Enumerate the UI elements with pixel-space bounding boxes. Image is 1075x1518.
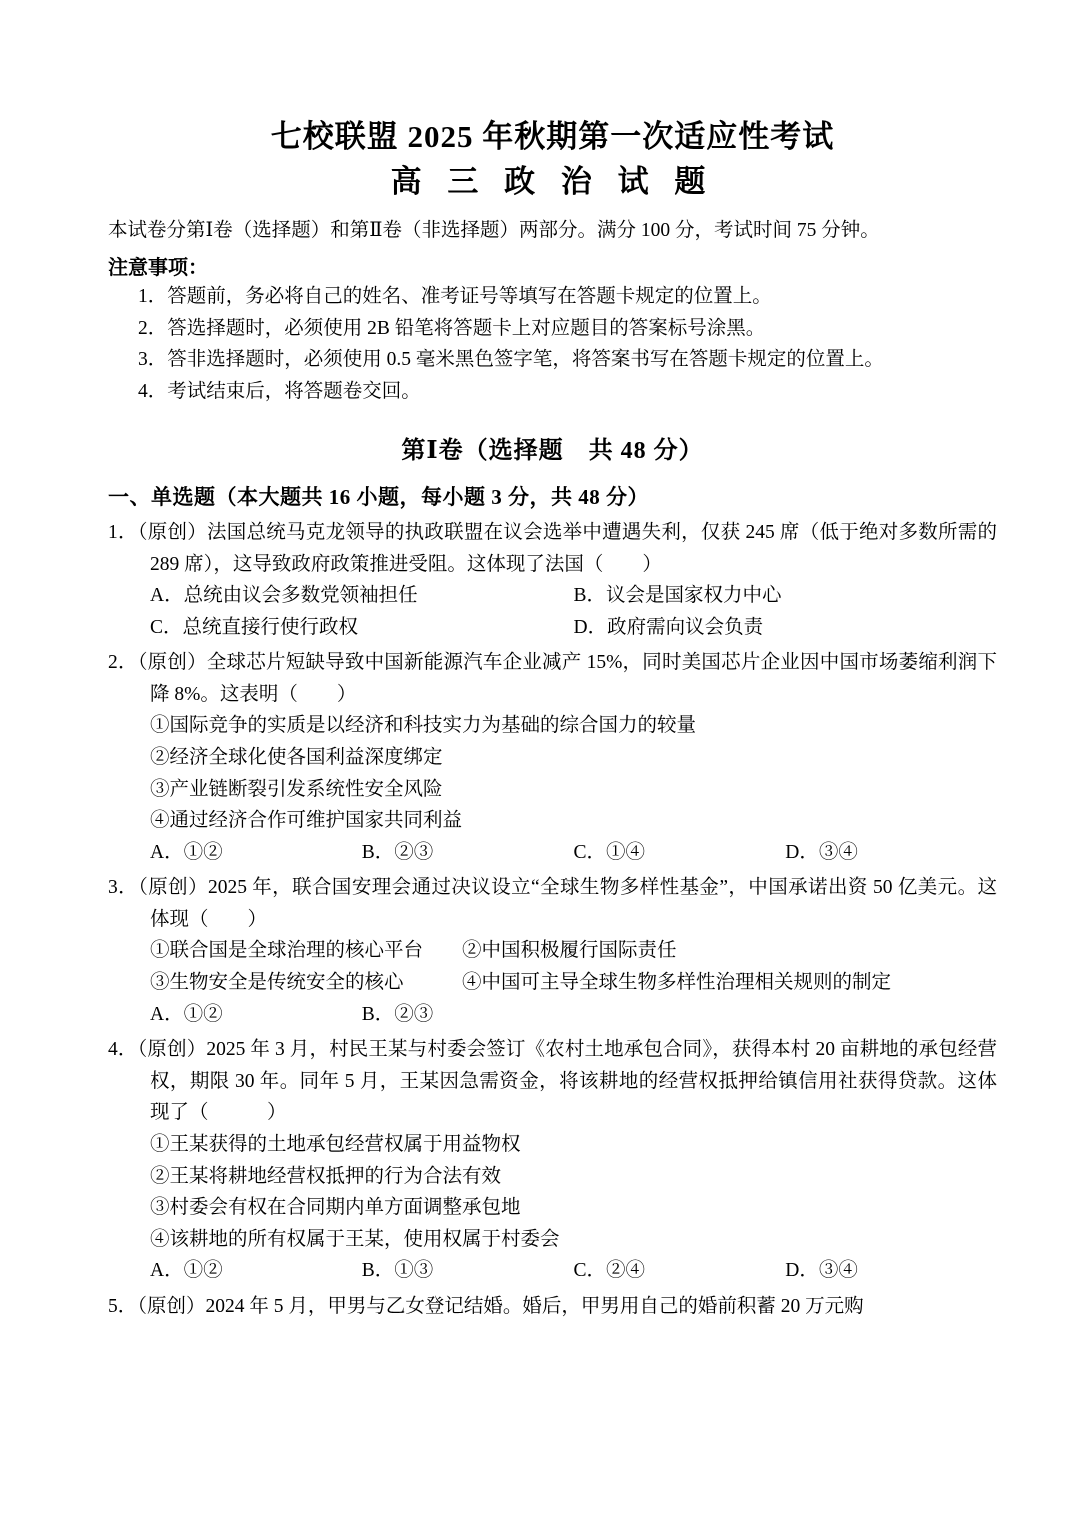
- option-a[interactable]: A．①②: [150, 1003, 223, 1025]
- question-stem: 2．（原创）全球芯片短缺导致中国新能源汽车企业减产 15%，同时美国芯片企业因中国市场萎缩利润下降 8%。这表明（ ）: [108, 652, 997, 705]
- question-sub-item: ③产业链断裂引发系统性安全风险: [150, 778, 443, 800]
- option-d[interactable]: D．③④: [785, 1260, 858, 1282]
- option-c[interactable]: [574, 999, 786, 1031]
- question-options: [108, 580, 997, 612]
- option-b[interactable]: B．②③: [361, 841, 434, 863]
- option-c[interactable]: C．①④: [573, 841, 646, 863]
- page-subtitle: 高 三 政 治 试 题: [390, 163, 715, 199]
- question-sub-item: ②经济全球化使各国利益深度绑定: [150, 746, 443, 768]
- question-sub-item: ①联合国是全球治理的核心平台 ②中国积极履行国际责任: [150, 940, 677, 962]
- question-sub-item: ④该耕地的所有权属于王某，使用权属于村委会: [150, 1228, 560, 1250]
- option-a[interactable]: A．①②: [150, 841, 223, 863]
- option-c[interactable]: C．②④: [573, 1260, 646, 1282]
- question-stem: 1．（原创）法国总统马克龙领导的执政联盟在议会选举中遭遇失利，仅获 245 席（低于绝对多数所需的289 席），这导致政府政策推进受阻。这体现了法国（ ）: [108, 521, 997, 575]
- option-a[interactable]: A．总统由议会多数党领袖担任: [150, 585, 418, 607]
- question-sub-item: ①王某获得的土地承包经营权属于用益物权: [150, 1133, 521, 1155]
- page-title: 七校联盟 2025 年秋期第一次适应性考试: [270, 119, 835, 154]
- question-options: [108, 837, 997, 869]
- option-d[interactable]: D．政府需向议会负责: [573, 616, 764, 638]
- question-item: [108, 1034, 997, 1287]
- question-sub-item: ④通过经济合作可维护国家共同利益: [150, 810, 463, 832]
- part-title: 一、单选题（本大题共 16 小题，每小题 3 分，共 48 分）: [108, 484, 649, 509]
- question-stem: 5．（原创）2024 年 5 月，甲男与乙女登记结婚。婚后，甲男用自己的婚前积蓄 20 万元购: [108, 1295, 864, 1317]
- option-b[interactable]: B．①③: [361, 1260, 434, 1282]
- question-sub-item: ③生物安全是传统安全的核心 ④中国可主导全球生物多样性治理相关规则的制定: [150, 972, 892, 994]
- question-item: [108, 517, 997, 643]
- notice-heading: 注意事项：: [108, 256, 208, 279]
- question-sub-item: ③村委会有权在合同期内单方面调整承包地: [150, 1197, 521, 1219]
- notice-item: 4．考试结束后，将答题卷交回。: [138, 381, 421, 403]
- question-stem: 3．（原创）2025 年，联合国安理会通过决议设立“全球生物多样性基金”，中国承诺出资 50 亿美元。这体现（ ）: [108, 877, 997, 930]
- question-item: [108, 1291, 997, 1323]
- question-stem: 4．（原创）2025 年 3 月，村民王某与村委会签订《农村土地承包合同》，获得本村 20 亩耕地的承包经营权，期限 30 年。同年 5 月，王某因急需资金，将该耕地的经营权抵押给镇信用社获得贷款。这体现了（ ）: [108, 1039, 997, 1124]
- notice-item: 2．答选择题时，必须使用 2B 铅笔将答题卡上对应题目的答案标号涂黑。: [138, 317, 766, 339]
- notice-item: 3．答非选择题时，必须使用 0.5 毫米黑色签字笔，将答案书写在答题卡规定的位置上。: [138, 349, 884, 371]
- option-c[interactable]: C．总统直接行使行政权: [150, 616, 359, 638]
- question-sub-item: ①国际竞争的实质是以经济和科技实力为基础的综合国力的较量: [150, 715, 697, 737]
- option-b[interactable]: B．议会是国家权力中心: [573, 585, 782, 607]
- notice-item: 1．答题前，务必将自己的姓名、准考证号等填写在答题卡规定的位置上。: [138, 285, 772, 307]
- question-options: [108, 999, 997, 1031]
- question-sub-item: ②王某将耕地经营权抵押的行为合法有效: [150, 1165, 502, 1187]
- exam-intro: 本试卷分第Ⅰ卷（选择题）和第Ⅱ卷（非选择题）两部分。满分 100 分，考试时间 75 分钟。: [108, 219, 880, 241]
- question-item: [108, 647, 997, 868]
- option-d[interactable]: D．③④: [785, 841, 858, 863]
- question-options: [108, 612, 997, 644]
- question-options: [108, 1255, 997, 1287]
- option-d[interactable]: [785, 999, 997, 1031]
- option-a[interactable]: A．①②: [150, 1260, 223, 1282]
- question-item: [108, 872, 997, 1030]
- section-title: 第Ⅰ卷（选择题 共 48 分）: [401, 437, 704, 464]
- option-b[interactable]: B．②③: [361, 1003, 434, 1025]
